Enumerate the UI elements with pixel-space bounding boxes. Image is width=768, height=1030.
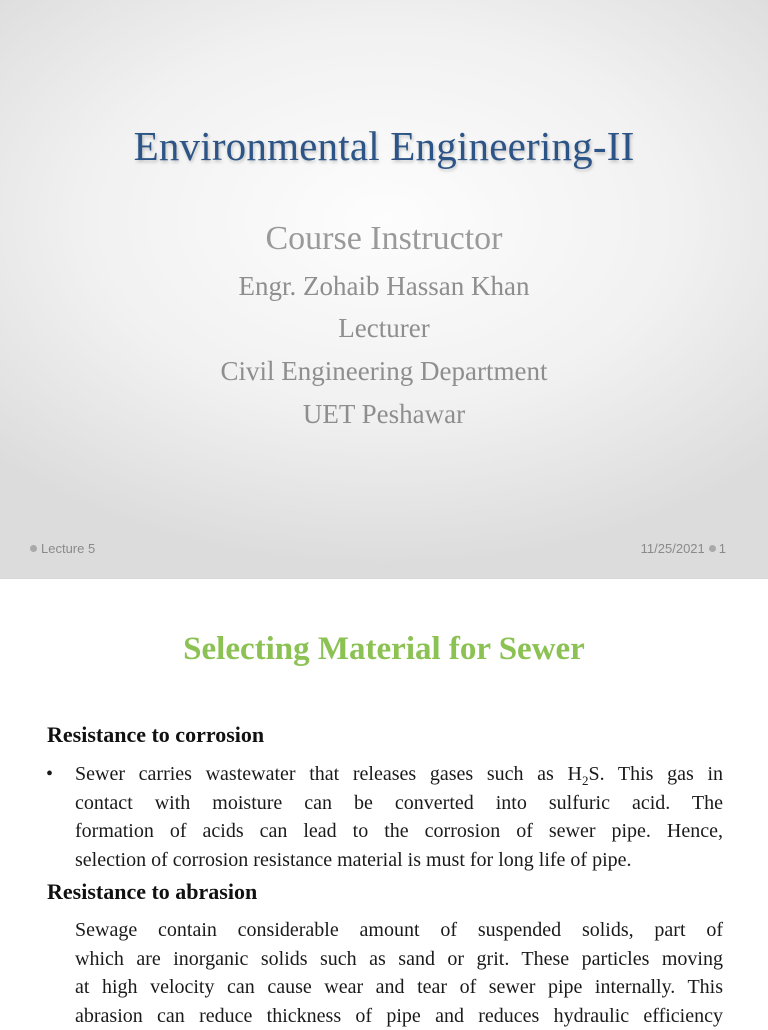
- slide-footer-left: [30, 541, 95, 556]
- paragraph-line: abrasion can reduce thickness of pipe and reduces hydraulic efficiency: [75, 1002, 723, 1030]
- bullet-dot-icon: [709, 545, 716, 552]
- instructor-department: Civil Engineering Department: [0, 356, 768, 387]
- instructor-university: UET Peshawar: [0, 399, 768, 430]
- paragraph-line: Sewage contain considerable amount of suspended solids, part of: [75, 916, 723, 945]
- bullet-icon: •: [46, 760, 53, 789]
- instructor-name: Engr. Zohaib Hassan Khan: [0, 271, 768, 302]
- section-heading-abrasion: Resistance to abrasion: [47, 879, 257, 905]
- instructor-position: Lecturer: [0, 313, 768, 344]
- paragraph-line: contact with moisture can be converted into sulfuric acid. The: [75, 789, 723, 818]
- slide-date: 11/25/2021: [641, 541, 705, 556]
- corrosion-paragraph: [75, 760, 723, 874]
- slide-number: 1: [719, 541, 726, 556]
- paragraph-line: formation of acids can lead to the corrosion of sewer pipe. Hence,: [75, 817, 723, 846]
- paragraph-line: Sewer carries wastewater that releases gases such as $H_2S$. This gas in: [75, 760, 723, 789]
- paragraph-line: selection of corrosion resistance material is must for long life of pipe.: [75, 846, 723, 875]
- abrasion-paragraph: [75, 916, 723, 1030]
- content-slide-title: Selecting Material for Sewer: [0, 631, 768, 668]
- lecture-label: Lecture 5: [41, 541, 95, 556]
- slide-footer-right: [641, 541, 726, 556]
- slide-subtitle: Course Instructor: [0, 220, 768, 258]
- paragraph-line: which are inorganic solids such as sand or grit. These particles moving: [75, 945, 723, 974]
- section-heading-corrosion: Resistance to corrosion: [47, 722, 264, 748]
- slide-title: Environmental Engineering-II: [0, 122, 768, 170]
- content-slide: [0, 579, 768, 1024]
- paragraph-line: at high velocity can cause wear and tear of sewer pipe internally. This: [75, 973, 723, 1002]
- bullet-dot-icon: [30, 545, 37, 552]
